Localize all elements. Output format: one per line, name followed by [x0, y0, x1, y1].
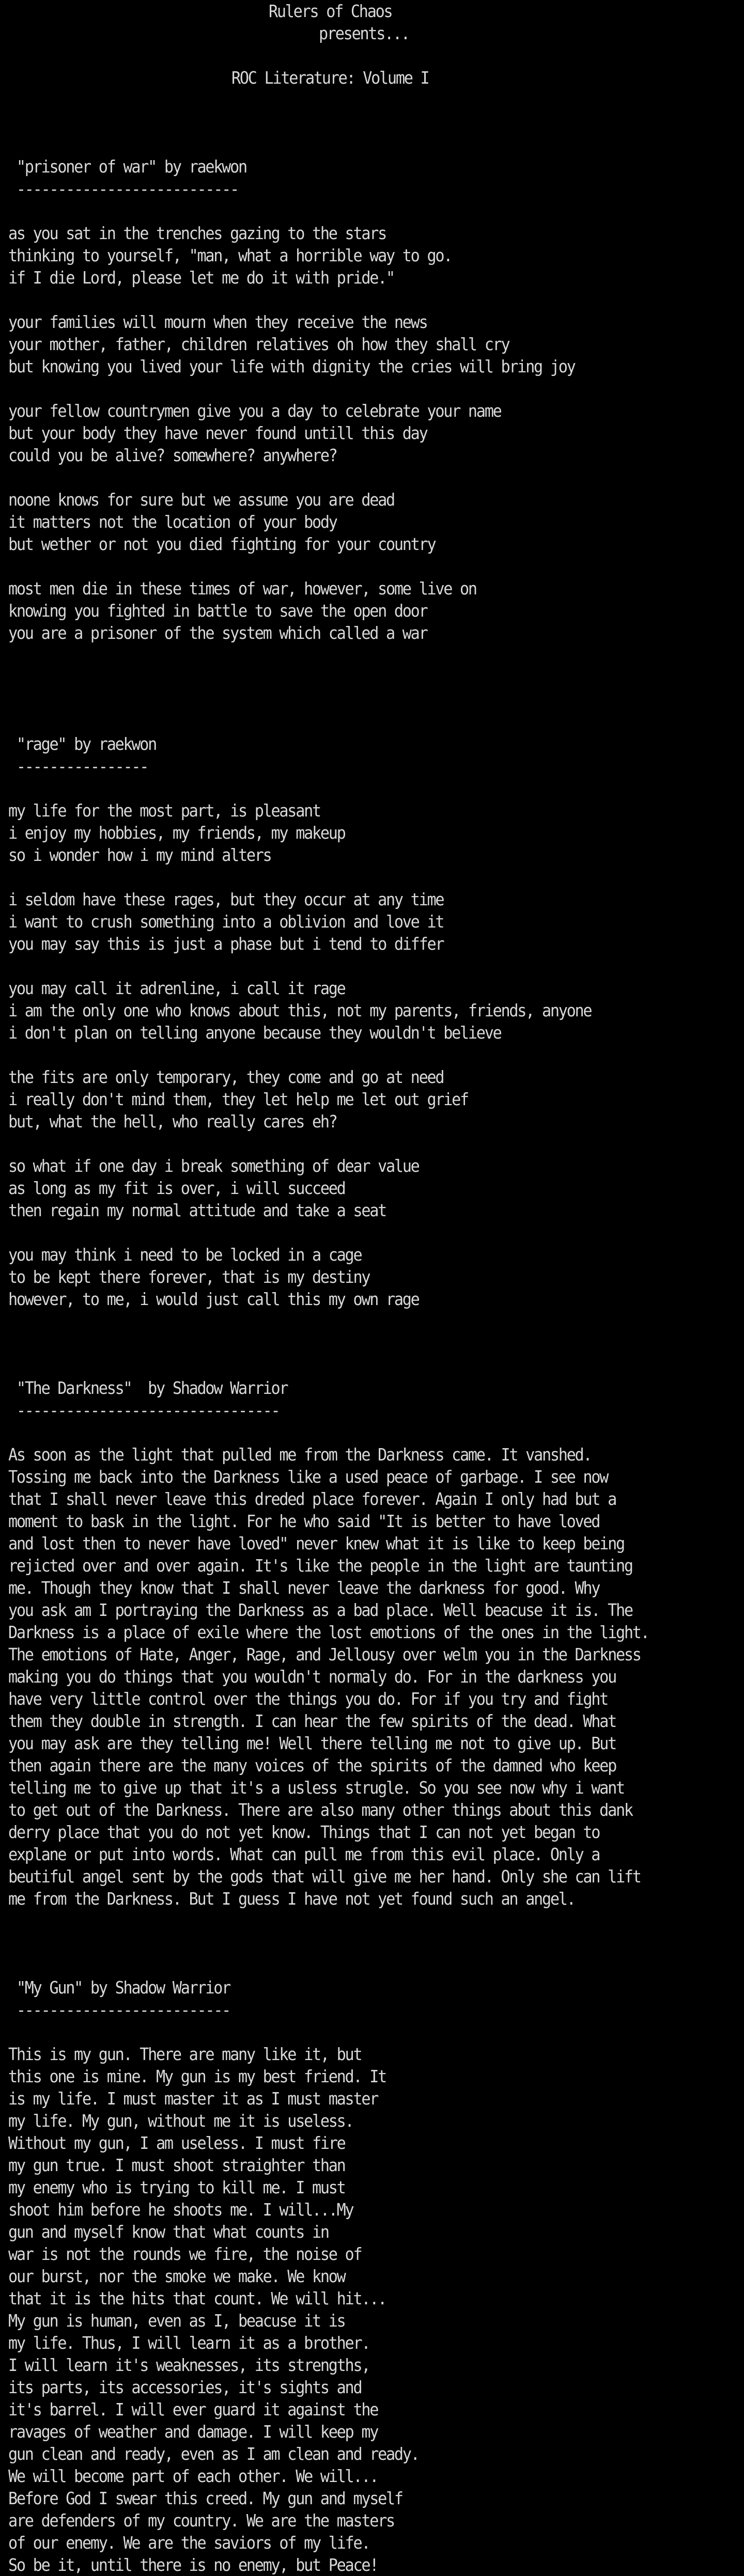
- text-line: you may think i need to be locked in a cage: [8, 1245, 362, 1265]
- text-line: are defenders of my country. We are the masters: [8, 2510, 394, 2531]
- text-line: i want to crush something into a oblivion and love it: [8, 912, 444, 932]
- text-line: As soon as the light that pulled me from the Darkness came. It vanshed.: [8, 1444, 592, 1465]
- text-line: that I shall never leave this dreded place forever. Again I only had but a: [8, 1489, 616, 1509]
- text-line: your families will mourn when they receive the news: [8, 312, 427, 332]
- text-line: its parts, its accessories, it's sights and: [8, 2377, 362, 2397]
- text-line: the fits are only temporary, they come and go at need: [8, 1067, 444, 1087]
- section-title: "My Gun" by Shadow Warrior: [8, 1977, 230, 1998]
- text-line: my life for the most part, is pleasant: [8, 800, 320, 821]
- text-line: my enemy who is trying to kill me. I must: [8, 2177, 345, 2197]
- title-underline: ---------------------------: [8, 179, 238, 199]
- text-line: i seldom have these rages, but they occur at any time: [8, 889, 444, 909]
- text-line: most men die in these times of war, however, some live on: [8, 578, 476, 599]
- text-line: but, what the hell, who really cares eh?: [8, 1111, 337, 1132]
- text-line: and lost then to never have loved" never knew what it is like to keep being: [8, 1533, 624, 1553]
- text-line: i enjoy my hobbies, my friends, my makeup: [8, 823, 345, 843]
- text-line: could you be alive? somewhere? anywhere?: [8, 445, 337, 465]
- text-line: me from the Darkness. But I guess I have not yet found such an angel.: [8, 1889, 575, 1909]
- text-line: then regain my normal attitude and take a seat: [8, 1200, 386, 1220]
- text-line: derry place that you do not yet know. Things that I can not yet began to: [8, 1822, 600, 1842]
- text-line: however, to me, i would just call this my own rage: [8, 1289, 419, 1309]
- text-line: have very little control over the things you do. For if you try and fight: [8, 1689, 608, 1709]
- title-underline: ----------------: [8, 756, 148, 776]
- text-line: you may ask are they telling me! Well there telling me not to give up. But: [8, 1733, 616, 1753]
- text-line: explane or put into words. What can pull me from this evil place. Only a: [8, 1844, 600, 1864]
- text-line: thinking to yourself, "man, what a horrible way to go.: [8, 245, 452, 265]
- text-line: so i wonder how i my mind alters: [8, 845, 271, 865]
- text-line: but your body they have never found untill this day: [8, 423, 427, 443]
- text-line: you are a prisoner of the system which called a war: [8, 623, 427, 643]
- text-line: my gun true. I must shoot straighter than: [8, 2155, 345, 2175]
- text-line: you may call it adrenline, i call it rage: [8, 978, 345, 998]
- text-line: it's barrel. I will ever guard it against the: [8, 2399, 378, 2420]
- text-line: as you sat in the trenches gazing to the stars: [8, 223, 386, 243]
- text-line: ravages of weather and damage. I will keep my: [8, 2422, 378, 2442]
- text-line: war is not the rounds we fire, the noise of: [8, 2244, 362, 2264]
- section-title: "prisoner of war" by raekwon: [8, 156, 246, 177]
- text-line: if I die Lord, please let me do it with pride.": [8, 268, 394, 288]
- text-line: Darkness is a place of exile where the lost emotions of the ones in the light.: [8, 1622, 649, 1642]
- section-title: "rage" by raekwon: [8, 734, 157, 754]
- text-line: this one is mine. My gun is my best friend. It: [8, 2066, 386, 2086]
- text-line: i am the only one who knows about this, not my parents, friends, anyone: [8, 1000, 592, 1020]
- text-line: is my life. I must master it as I must master: [8, 2088, 378, 2109]
- text-line: as long as my fit is over, i will succeed: [8, 1178, 345, 1198]
- text-line: my life. Thus, I will learn it as a brother.: [8, 2333, 370, 2353]
- text-line: my life. My gun, without me it is useless.: [8, 2111, 353, 2131]
- text-line: I will learn it's weaknesses, its strengths,: [8, 2355, 370, 2375]
- text-line: but wether or not you died fighting for your country: [8, 534, 436, 554]
- title-underline: --------------------------: [8, 2000, 230, 2020]
- text-line: them they double in strength. I can hear the few spirits of the dead. What: [8, 1711, 616, 1731]
- text-line: then again there are the many voices of the spirits of the damned who keep: [8, 1755, 616, 1776]
- text-line: beutiful angel sent by the gods that will give me her hand. Only she can lift: [8, 1866, 641, 1887]
- section-title: "The Darkness" by Shadow Warrior: [8, 1378, 288, 1398]
- text-line: so what if one day i break something of dear value: [8, 1156, 419, 1176]
- text-line: me. Though they know that I shall never leave the darkness for good. Why: [8, 1578, 600, 1598]
- text-line: noone knows for sure but we assume you are dead: [8, 490, 394, 510]
- text-line: So be it, until there is no enemy, but Peace!: [8, 2555, 378, 2575]
- text-line: This is my gun. There are many like it, but: [8, 2044, 362, 2064]
- header-volume: ROC Literature: Volume I: [231, 68, 429, 88]
- text-line: to be kept there forever, that is my destiny: [8, 1267, 370, 1287]
- text-line: you ask am I portraying the Darkness as a bad place. Well beacuse it is. The: [8, 1600, 632, 1620]
- text-line: telling me to give up that it's a usless strugle. So you see now why i want: [8, 1778, 624, 1798]
- text-line: rejicted over and over again. It's like the people in the light are taunting: [8, 1556, 632, 1576]
- text-line: your mother, father, children relatives oh how they shall cry: [8, 334, 509, 354]
- text-line: gun and myself know that what counts in: [8, 2222, 329, 2242]
- text-line: moment to bask in the light. For he who said "It is better to have loved: [8, 1511, 600, 1531]
- text-line: Without my gun, I am useless. I must fire: [8, 2133, 345, 2153]
- text-line: you may say this is just a phase but i tend to differ: [8, 934, 444, 954]
- text-line: shoot him before he shoots me. I will...My: [8, 2200, 353, 2220]
- text-line: i really don't mind them, they let help me let out grief: [8, 1089, 468, 1109]
- text-line: making you do things that you wouldn't normaly do. For in the darkness you: [8, 1667, 616, 1687]
- text-line: i don't plan on telling anyone because they wouldn't believe: [8, 1023, 501, 1043]
- text-line: our burst, nor the smoke we make. We know: [8, 2266, 345, 2286]
- text-line: gun clean and ready, even as I am clean and ready.: [8, 2444, 419, 2464]
- header-presents: presents...: [319, 23, 409, 43]
- text-line: Tossing me back into the Darkness like a used peace of garbage. I see now: [8, 1467, 608, 1487]
- text-line: Before God I swear this creed. My gun and myself: [8, 2488, 402, 2508]
- text-line: of our enemy. We are the saviors of my life.: [8, 2533, 370, 2553]
- text-line: My gun is human, even as I, beacuse it is: [8, 2311, 345, 2331]
- text-line: We will become part of each other. We will...: [8, 2466, 378, 2486]
- text-line: that it is the hits that count. We will hit...: [8, 2288, 386, 2308]
- header-group: Rulers of Chaos: [269, 1, 392, 21]
- text-line: The emotions of Hate, Anger, Rage, and Jellousy over welm you in the Darkness: [8, 1644, 641, 1664]
- text-line: to get out of the Darkness. There are also many other things about this dank: [8, 1800, 632, 1820]
- text-line: but knowing you lived your life with dignity the cries will bring joy: [8, 356, 575, 376]
- text-line: your fellow countrymen give you a day to celebrate your name: [8, 401, 501, 421]
- title-underline: --------------------------------: [8, 1400, 280, 1420]
- text-line: knowing you fighted in battle to save the open door: [8, 601, 427, 621]
- text-line: it matters not the location of your body: [8, 512, 337, 532]
